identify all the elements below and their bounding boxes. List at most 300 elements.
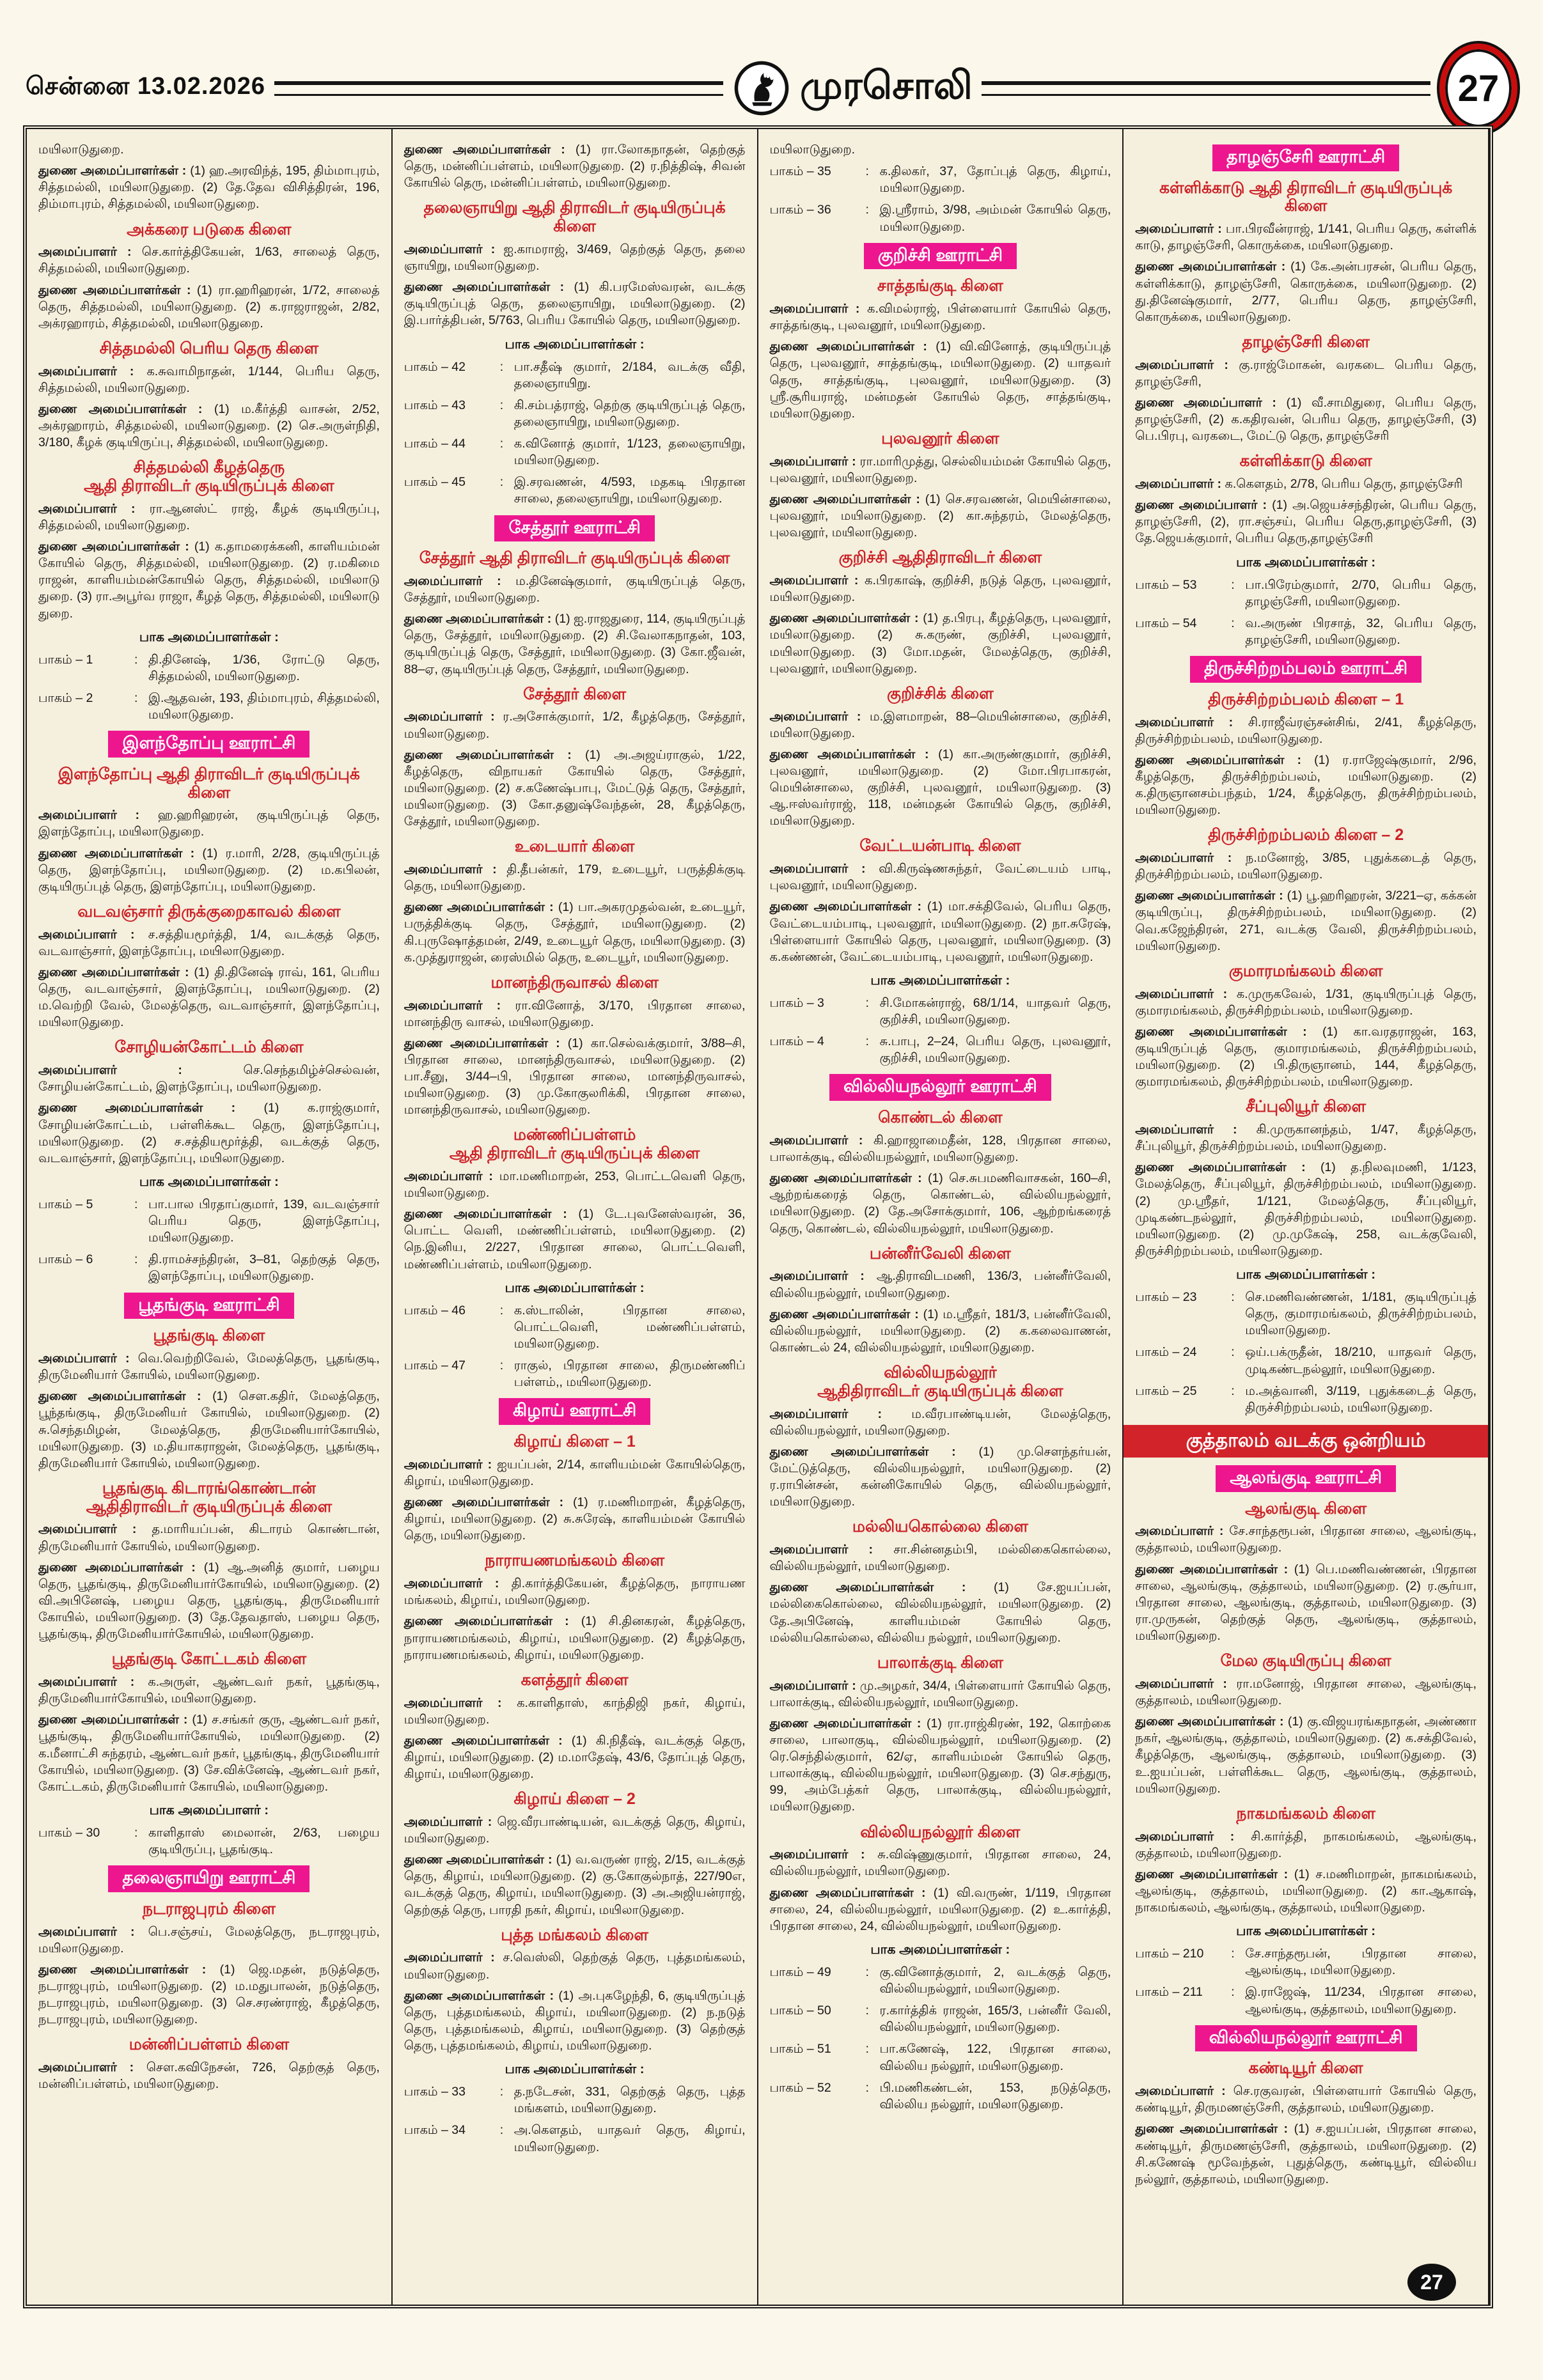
part-text: காளிதாஸ் மைலான், 2/63, பழைய குடியிருப்பு, பூதங்குடி. bbox=[148, 1825, 380, 1856]
branch-heading: வில்லியநல்லூர் ஆதிதிராவிடர் குடியிருப்புக் கிளை bbox=[817, 1364, 1063, 1400]
paragraph-label: துணை அமைப்பாளர்கள் : bbox=[403, 280, 574, 295]
organizer-paragraph: துணை அமைப்பாளர்கள் : (1) கா.செல்வக்குமார், 3/88–சி, பிரதான சாலை, மானந்திருவாசல், மயிலாடுதுறை. (2) பா.சீனு, 3/44–பி, பிரதான சாலை, மானந்திருவாசல், மயிலாடுதுறை. (3) மு.கோகுலரிக்கி, பிரதான சாலை, மானந்திருவாசல், மயிலாடுதுறை. bbox=[403, 1036, 746, 1117]
part-colon: : bbox=[1231, 1985, 1235, 2000]
part-colon: : bbox=[865, 203, 869, 217]
organizer-paragraph: அமைப்பாளர் : செ.கார்த்திகேயன், 1/63, சாலைத் தெரு, சித்தமல்லி, மயிலாடுதுறை. bbox=[38, 245, 380, 276]
part-colon: : bbox=[1231, 1947, 1235, 1961]
organizer-paragraph: துணை அமைப்பாளர்கள் : (1) அ.புகழேந்தி, 6, குடியிருப்புத் தெரு, புத்தமங்கலம், கிழாய், மயிலாடுதுறை. (2) ந.நடுத் தெரு, புத்தமங்கலம், கிழாய், மயிலாடுதுறை. (3) தெற்குத் தெரு, புத்தமங்கலம், கிழாய், மயிலாடுதுறை. bbox=[403, 1988, 746, 2053]
branch-heading: கள்ளிக்காடு ஆதி திராவிடர் குடியிருப்புக் கிளை bbox=[1159, 178, 1453, 215]
part-row bbox=[1135, 1945, 1476, 1979]
part-number: பாகம் – 33 bbox=[403, 2085, 466, 2099]
part-number: பாகம் – 46 bbox=[403, 1303, 466, 1318]
part-colon: : bbox=[865, 1034, 869, 1049]
part-colon: : bbox=[1231, 577, 1235, 592]
part-colon: : bbox=[1231, 1345, 1235, 1360]
part-row bbox=[38, 651, 380, 685]
branch-heading: வில்லியநல்லூர் கிளை bbox=[860, 1823, 1021, 1841]
part-text: கி.சம்பத்ராஜ், தெற்கு குடியிருப்புத் தெரு, தலைஞாயிறு, மயிலாடுதுறை. bbox=[513, 398, 746, 429]
part-text: பா.பால பிரதாப்குமார், 139, வடவஞ்சார் பெரிய தெரு, இளந்தோப்பு, மயிலாடுதுறை. bbox=[148, 1197, 380, 1245]
paragraph-label: அமைப்பாளர் : bbox=[1135, 715, 1248, 729]
paragraph-label: துணை அமைப்பாளர்கள் : bbox=[769, 747, 939, 761]
part-text: கு.வினோத்குமார், 2, வடக்குத் தெரு, வில்லியநல்லூர், மயிலாடுதுறை. bbox=[879, 1964, 1111, 1996]
masthead-title: முரசொலி bbox=[800, 64, 973, 107]
organizer-paragraph: அமைப்பாளர் : ஆ.திராவிடமணி, 136/3, பன்னீர்வேலி, வில்லியநல்லூர், மயிலாடுதுறை. bbox=[769, 1269, 1111, 1300]
organizer-paragraph: அமைப்பாளர் : த.மாரியப்பன், கிடாரம் கொண்டான், திருமேனியார் கோயில், மயிலாடுதுறை. bbox=[38, 1522, 380, 1553]
organizer-paragraph: அமைப்பாளர் : ஹ.ஹரிஹரன், குடியிருப்புத் தெரு, இளந்தோப்பு, மயிலாடுதுறை. bbox=[38, 808, 380, 839]
paragraph-label: துணை அமைப்பாளர்கள் : bbox=[38, 1101, 264, 1116]
organizer-paragraph: துணை அமைப்பாளர்கள் : (1) கே.அன்பரசன், பெரிய தெரு, கள்ளிக்காடு, தாழஞ்சேரி, கொருக்கை, மயிலாடுதுறை. (2) து.தினேஷ்குமார், 2/77, பெரிய தெரு, தாழஞ்சேரி, கொருக்கை, மயிலாடுதுறை. bbox=[1135, 260, 1476, 324]
panchayat-heading: ஆலங்குடி ஊராட்சி bbox=[1216, 1465, 1396, 1492]
part-text: ர.கார்த்திக் ராஜன், 165/3, பன்னீர் வேலி, வில்லியநல்லூர், மயிலாடுதுறை. bbox=[879, 2003, 1111, 2035]
part-text: இ.ராஜேஷ், 11/234, பிரதான சாலை, ஆலங்குடி, குத்தாலம், மயிலாடுதுறை. bbox=[1245, 1985, 1476, 2016]
organizer-paragraph: துணை அமைப்பாளர்கள் : (1) வி.வினோத், குடியிருப்புத் தெரு, புலவனூர், சாத்தங்குடி, மயிலாடுதுறை. (2) யாதவர் தெரு, சாத்தங்குடி, புலவனூர், மயிலாடுதுறை. (3) ஸ்ரீ.சூரியராஜ், மன்மதன் கோயில் தெரு, சாத்தங்குடி, மயிலாடுதுறை. bbox=[769, 339, 1111, 421]
organizer-paragraph: துணை அமைப்பாளர்கள் : (1) கி.நிதீஷ், வடக்குத் தெரு, கிழாய், மயிலாடுதுறை. (2) ம.மாதேஷ், 43/6, தோப்புத் தெரு, கிழாய், மயிலாடுதுறை. bbox=[403, 1733, 746, 1781]
paragraph-label: அமைப்பாளர் : bbox=[769, 1406, 912, 1421]
part-number: பாகம் – 6 bbox=[38, 1252, 93, 1267]
branch-heading: கிழாய் கிளை – 2 bbox=[513, 1790, 636, 1808]
organizer-paragraph: அமைப்பாளர் : சு.விஷ்ணுகுமார், பிரதான சாலை, 24, வில்லியநல்லூர், மயிலாடுதுறை. bbox=[769, 1847, 1111, 1879]
paragraph-label: அமைப்பாளர் : bbox=[38, 364, 147, 378]
organizer-paragraph: துணை அமைப்பாளர்கள் : (1) ம.ஸ்ரீதர், 181/3, பன்னீர்வேலி, வில்லியநல்லூர், மயிலாடுதுறை. (2) க.கலைவாணன், கொண்டல் 24, வில்லியநல்லூர், மயிலாடுதுறை. bbox=[769, 1307, 1111, 1355]
organizer-paragraph: துணை அமைப்பாளர்கள் : (1) அ.அஜய்ராகுல், 1/22, கீழத்தெரு, விநாயகர் கோயில் தெரு, சேத்தூர், மயிலாடுதுறை. (2) ச.கணேஷ்பாபு, மேட்டுத் தெரு, சேத்தூர், மயிலாடுதுறை. (3) கோ.தனுஷ்வேந்தன், 28, கீழத்தெரு, சேத்தூர், மயிலாடுதுறை. bbox=[403, 747, 746, 829]
organizer-paragraph: அமைப்பாளர் : க.காளிதாஸ், காந்திஜி நகர், கிழாய், மயிலாடுதுறை. bbox=[403, 1695, 746, 1727]
panchayat-heading: சேத்தூர் ஊராட்சி bbox=[494, 515, 654, 542]
paragraph-label: அமைப்பாளர் : bbox=[38, 501, 150, 516]
branch-heading: மன்னிப்பள்ளம் கிளை bbox=[129, 2035, 290, 2054]
part-organizers-heading: பாக அமைப்பாளர்கள் : bbox=[1236, 1267, 1376, 1282]
part-text: சி.மோகன்ராஜ், 68/1/14, யாதவர் தெரு, குறிச்சி, மயிலாடுதுறை. bbox=[879, 995, 1111, 1027]
part-colon: : bbox=[499, 398, 504, 412]
branch-heading: நடராஜபுரம் கிளை bbox=[142, 1899, 276, 1918]
paragraph-label: அமைப்பாளர் : bbox=[38, 2060, 146, 2075]
part-text: க.திலகர், 37, தோப்புத் தெரு, கிழாய், மயிலாடுதுறை. bbox=[879, 164, 1111, 196]
paragraph-label: அமைப்பாளர் : bbox=[769, 1269, 877, 1284]
organizer-paragraph: துணை அமைப்பாளர்கள் : (1) பெ.மணிவண்ணன், பிரதான சாலை, ஆலங்குடி, குத்தாலம், மயிலாடுதுறை. (2) ர.சூர்யா, பிரதான சாலை, ஆலங்குடி, குத்தாலம், மயிலாடுதுறை. (3) ரா.முருகன், தெற்குத் தெரு, ஆலங்குடி, குத்தாலம், மயிலாடுதுறை. bbox=[1135, 1562, 1476, 1644]
organizer-paragraph: துணை அமைப்பாளர்கள் : (1) ர.ராஜேஷ்குமார், 2/96, கீழத்தெரு, திருச்சிற்றம்பலம், மயிலாடுதுறை. (2) க.திருஞானசம்பந்தம், 1/24, கீழத்தெரு, திருச்சிற்றம்பலம், மயிலாடுதுறை. bbox=[1135, 752, 1476, 818]
continuation-text: மயிலாடுதுறை. bbox=[38, 143, 124, 157]
content-sheet bbox=[23, 125, 1493, 2308]
paragraph-label: துணை அமைப்பாளர்கள் : bbox=[769, 1580, 994, 1595]
organizer-paragraph: துணை அமைப்பாளர்கள் : (1) செ.சரவணன், மெயின்சாலை, புலவனூர், மயிலாடுதுறை. (2) கா.சுந்தரம், மேலத்தெரு, புலவனூர், மயிலாடுதுறை. bbox=[769, 492, 1111, 540]
organizer-paragraph: துணை அமைப்பாளர்கள் : (1) ச.ஐயப்பன், பிரதான சாலை, கண்டியூர், திருமணஞ்சேரி, குத்தாலம், மயிலாடுதுறை. (2) சி.கணேஷ் மூவேந்தன், புதுத்தெரு, கண்டியூர், வில்லிய நல்லூர், குத்தாலம், மயிலாடுதுறை. bbox=[1135, 2122, 1476, 2186]
part-number: பாகம் – 25 bbox=[1135, 1383, 1197, 1398]
part-organizers-heading: பாக அமைப்பாளர்கள் : bbox=[870, 972, 1010, 988]
organizer-paragraph: அமைப்பாளர் : ஜெ.வீரபாண்டியன், வடக்குத் தெரு, கிழாய், மயிலாடுதுறை. bbox=[403, 1814, 746, 1846]
masthead-rule-left bbox=[274, 81, 723, 96]
paragraph-label: துணை அமைப்பாளர்கள் : bbox=[769, 1885, 934, 1900]
organizer-paragraph: துணை அமைப்பாளர்கள் : (1) த.பிரபு, கீழத்தெரு, புலவனூர், மயிலாடுதுறை. (2) சு.கருண், குறிச்சி, புலவனூர், மயிலாடுதுறை. (3) மோ.மதன், மேலத்தெரு, குறிச்சி, புலவனூர், மயிலாடுதுறை. bbox=[769, 611, 1111, 676]
masthead-logo-group bbox=[732, 59, 973, 118]
panchayat-band-wrap bbox=[1135, 656, 1476, 683]
organizer-paragraph: துணை அமைப்பாளர்கள் : (1) கு.விஜயரங்கநாதன், அண்ணா நகர், ஆலங்குடி, குத்தாலம், மயிலாடுதுறை. (2) க.சக்திவேல், கீழத்தெரு, ஆலங்குடி, குத்தாலம், மயிலாடுதுறை. (3) உ.ஐயப்பன், பள்ளிக்கூட தெரு, ஆலங்குடி, குத்தாலம், மயிலாடுதுறை. bbox=[1135, 1715, 1476, 1796]
panchayat-band-wrap bbox=[770, 1074, 1111, 1101]
paragraph-label: துணை அமைப்பாளர்கள் : bbox=[1135, 889, 1287, 903]
part-colon: : bbox=[865, 2080, 869, 2095]
part-text: இ.ஆதவன், 193, திம்மாபுரம், சித்தமல்லி, மயிலாடுதுறை. bbox=[148, 690, 380, 722]
part-number: பாகம் – 30 bbox=[38, 1825, 100, 1840]
part-text: க.வினோத் குமார், 1/123, தலைஞாயிறு, மயிலாடுதுறை. bbox=[513, 437, 746, 468]
part-number: பாகம் – 1 bbox=[38, 652, 93, 667]
branch-heading: குறிச்சி ஆதிதிராவிடர் கிளை bbox=[838, 548, 1042, 567]
organizer-paragraph: துணை அமைப்பாளர்கள் : (1) த.நிலவுமணி, 1/123, மேலத்தெரு, சீப்புலியூர், திருச்சிற்றம்பலம், மயிலாடுதுறை. (2) மு.ஸ்ரீதர், 1/121, மேலத்தெரு, சீப்புலியூர், முடிகண்டநல்லூர், திருச்சிற்றம்பலம், மயிலாடுதுறை. மயிலாடுதுறை. (2) மு.முகேஷ், 258, வடக்குவேலி, திருச்சிற்றம்பலம், மயிலாடுதுறை. bbox=[1135, 1160, 1476, 1258]
part-row bbox=[404, 435, 746, 469]
organizer-paragraph: அமைப்பாளர் : க.விமல்ராஜ், பிள்ளையார் கோயில் தெரு, சாத்தங்குடி, புலவனூர், மயிலாடுதுறை. bbox=[769, 302, 1111, 333]
part-row bbox=[404, 1357, 746, 1390]
part-text: இ.சரவணன், 4/593, மதகடி பிரதான சாலை, தலைஞாயிறு, மயிலாடுதுறை. bbox=[513, 475, 746, 506]
part-row bbox=[770, 1033, 1111, 1066]
organizer-paragraph: அமைப்பாளர் : ந.மனோஜ், 3/85, புதுக்கடைத் தெரு, திருச்சிற்றம்பலம், மயிலாடுதுறை. bbox=[1135, 851, 1476, 882]
paragraph-label: துணை அமைப்பாளர்கள் : bbox=[1135, 2122, 1294, 2136]
part-colon: : bbox=[499, 1358, 504, 1373]
part-number: பாகம் – 36 bbox=[769, 203, 831, 217]
organizer-paragraph: துணை அமைப்பாளர்கள் : (1) கா.அருண்குமார், குறிச்சி, புலவனூர், மயிலாடுதுறை. (2) மோ.பிரபாகரன், மெயின்சாலை, குறிச்சி, புலவனூர், மயிலாடுதுறை. (3) ஆ.ஈஸ்வர்ராஜ், 118, மன்மதன் கோயில் தெரு, குறிச்சி, மயிலாடுதுறை. bbox=[769, 747, 1111, 828]
part-number: பாகம் – 24 bbox=[1135, 1345, 1197, 1360]
paragraph-label: துணை அமைப்பாளர்கள் : bbox=[403, 1495, 573, 1509]
organizer-paragraph: துணை அமைப்பாளர்கள் : (1) ஐ.ராஜதுரை, 114, குடியிருப்புத் தெரு, சேத்தூர், மயிலாடுதுறை. (2) சி.வேலாகநாதன், 103, குடியிருப்புத் தெரு, சேத்தூர், மயிலாடுதுறை. (3) கோ.ஜீவன், 88–ஏ, குடியிருப்புத் தெரு, சேத்தூர், மயிலாடுதுறை. bbox=[403, 612, 746, 676]
page-number-badge bbox=[1439, 43, 1517, 133]
paragraph-label: துணை அமைப்பாளர்கள் : bbox=[38, 1560, 204, 1575]
paragraph-label: அமைப்பாளர் : bbox=[769, 1678, 860, 1693]
part-colon: : bbox=[499, 359, 504, 374]
branch-heading: வடவஞ்சார் திருக்குறைகாவல் கிளை bbox=[77, 902, 341, 921]
part-organizers-heading: பாக அமைப்பாளர்கள் : bbox=[1236, 1924, 1376, 1939]
branch-heading: புலவனூர் கிளை bbox=[881, 429, 999, 447]
paragraph-label: துணை அமைப்பாளர்கள் : bbox=[1135, 1562, 1294, 1576]
masthead-rule-right bbox=[982, 81, 1430, 96]
branch-heading: இளந்தோப்பு ஆதி திராவிடர் குடியிருப்புக் கிளை bbox=[58, 765, 360, 802]
union-banner: குத்தாலம் வடக்கு ஒன்றியம் bbox=[1124, 1425, 1488, 1458]
column-3 bbox=[758, 129, 1124, 2305]
organizer-paragraph: அமைப்பாளர் : ம.இளமாறன், 88–மெயின்சாலை, குறிச்சி, மயிலாடுதுறை. bbox=[769, 709, 1111, 740]
paragraph-label: அமைப்பாளர் : bbox=[769, 1543, 894, 1557]
panchayat-band-wrap bbox=[38, 1293, 380, 1319]
paragraph-label: துணை அமைப்பாளர்கள் : bbox=[403, 143, 576, 157]
paragraph-label: துணை அமைப்பாளர்கள் : bbox=[38, 1389, 213, 1404]
paragraph-label: அமைப்பாளர் : bbox=[769, 1847, 878, 1862]
panchayat-band-wrap bbox=[1135, 144, 1476, 171]
paragraph-label: துணை அமைப்பாளர்கள் : bbox=[769, 492, 925, 506]
paragraph-label: துணை அமைப்பாளர்கள் : bbox=[1135, 1160, 1320, 1175]
organizer-paragraph: அமைப்பாளர் : வி.கிருஷ்ணசுந்தர், வேட்டையம் பாடி, புலவனூர், மயிலாடுதுறை. bbox=[769, 862, 1111, 893]
organizer-paragraph: துணை அமைப்பாளர்கள் : (1) ஆ.அனித் குமார், பழைய தெரு, பூதங்குடி, திருமேனியார்கோயில், மயிலாடுதுறை. (2) வி.அபினேஷ், பழைய தெரு, பூதங்குடி, திருமேனியார் கோயில், மயிலாடுதுறை. (3) தே.தேவதாஸ், பழைய தெரு, பூதங்குடி, திருமேனியார்கோயில், மயிலாடுதுறை. bbox=[38, 1560, 380, 1642]
part-number: பாகம் – 43 bbox=[403, 398, 466, 412]
organizer-paragraph: அமைப்பாளர் : ரா.ஆனஸ்ட் ராஜ், கீழக் குடியிருப்பு, சித்தமல்லி, மயிலாடுதுறை. bbox=[38, 501, 380, 533]
part-organizers-heading: பாக அமைப்பாளர்கள் : bbox=[139, 1174, 279, 1189]
organizer-paragraph: அமைப்பாளர் : சி.கார்த்தி, நாகமங்கலம், ஆலங்குடி, குத்தாலம், மயிலாடுதுறை. bbox=[1135, 1829, 1476, 1860]
organizer-paragraph: துணை அமைப்பாளர்கள் : (1) வி.வருண், 1/119, பிரதான சாலை, 24, வில்லியநல்லூர், மயிலாடுதுறை. (2) உ.கார்த்தி, பிரதான சாலை, 24, வில்லியநல்லூர், மயிலாடுதுறை. bbox=[769, 1885, 1111, 1933]
part-colon: : bbox=[134, 1252, 138, 1267]
footer-page-number: 27 bbox=[1420, 2270, 1443, 2294]
branch-heading: திருச்சிற்றம்பலம் கிளை – 1 bbox=[1208, 690, 1404, 708]
paragraph-label: அமைப்பாளர் : bbox=[769, 709, 870, 724]
part-colon: : bbox=[499, 475, 504, 490]
paragraph-label: அமைப்பாளர் : bbox=[1135, 986, 1237, 1001]
paragraph-label: அமைப்பாளர் : bbox=[769, 454, 860, 469]
branch-heading: சோழியன்கோட்டம் கிளை bbox=[114, 1038, 304, 1057]
paragraph-label: அமைப்பாளர் : bbox=[403, 862, 507, 877]
branch-heading: பன்னீர்வேலி கிளை bbox=[869, 1244, 1011, 1263]
part-row bbox=[770, 1964, 1111, 1997]
paragraph-label: துணை அமைப்பாளர்கள் : bbox=[403, 900, 558, 915]
part-row bbox=[1135, 577, 1476, 610]
part-text: பா.கணேஷ், 122, பிரதான சாலை, வில்லிய நல்லூர், மயிலாடுதுறை. bbox=[879, 2042, 1111, 2073]
panchayat-band-wrap bbox=[38, 1865, 380, 1892]
branch-heading: கண்டியூர் கிளை bbox=[1248, 2059, 1363, 2078]
part-row bbox=[770, 2080, 1111, 2113]
paragraph-label: அமைப்பாளர் : bbox=[1135, 357, 1239, 372]
part-colon: : bbox=[499, 2123, 504, 2138]
organizer-paragraph: துணை அமைப்பாளர்கள் : (1) கா.வரதராஜன், 163, குடியிருப்புத் தெரு, குமாரமங்கலம், திருச்சிற்றம்பலம், மயிலாடுதுறை. (2) பி.திருஞானம், 144, கீழத்தெரு, குமாரமங்கலம், திருச்சிற்றம்பலம், மயிலாடுதுறை. bbox=[1135, 1024, 1476, 1089]
paragraph-label: அமைப்பாளர் : bbox=[403, 1576, 512, 1591]
part-text: வ.அருண் பிரசாத், 32, பெரிய தெரு, தாழஞ்சேரி, மயிலாடுதுறை. bbox=[1245, 616, 1476, 647]
paragraph-label: அமைப்பாளர் : bbox=[403, 710, 503, 724]
organizer-paragraph: அமைப்பாளர் : தி.தீபன்கர், 179, உடையூர், பருத்திக்குடி தெரு, மயிலாடுதுறை. bbox=[403, 862, 746, 894]
branch-heading: அக்கரை படுகை கிளை bbox=[127, 220, 292, 238]
organizer-paragraph: அமைப்பாளர் : கு.ராஜ்மோகன், வரகடை பெரிய தெரு, தாழஞ்சேரி, bbox=[1135, 357, 1476, 389]
organizer-paragraph: துணை அமைப்பாளர்கள் : (1) செ.சுபமணிவாசகன், 160–சி, ஆற்றங்கரைத் தெரு, கொண்டல், வில்லியநல்லூர், மயிலாடுதுறை. (2) தே.அசோக்குமார், 106, ஆற்றங்கரைத் தெரு, கொண்டல், வில்லியநல்லூர், மயிலாடுதுறை. bbox=[769, 1171, 1111, 1236]
part-row bbox=[404, 359, 746, 392]
paragraph-label: துணை அமைப்பாளர்கள் : bbox=[403, 1853, 556, 1867]
panchayat-heading: தலைஞாயிறு ஊராட்சி bbox=[108, 1865, 309, 1892]
part-row bbox=[770, 995, 1111, 1028]
part-text: இ.ஸ்ரீராம், 3/98, அம்மன் கோயில் தெரு, மயிலாடுதுறை. bbox=[879, 203, 1111, 234]
organizer-paragraph: அமைப்பாளர் : செ.ரகுவரன், பிள்ளையார் கோயில் தெரு, கண்டியூர், திருமணஞ்சேரி, குத்தாலம், மயிலாடுதுறை. bbox=[1135, 2084, 1476, 2115]
organizer-paragraph: அமைப்பாளர் : கி.ஹாஜாமைதீன், 128, பிரதான சாலை, பாலாக்குடி, வில்லியநல்லூர், மயிலாடுதுறை. bbox=[769, 1133, 1111, 1164]
branch-heading: மல்லியகொல்லை கிளை bbox=[852, 1518, 1028, 1536]
paragraph-label: அமைப்பாளர் : bbox=[1135, 2084, 1234, 2099]
part-text: செ.மணிவண்ணன், 1/181, குடியிருப்புத் தெரு, குமாரமங்கலம், திருச்சிற்றம்பலம், மயிலாடுதுறை. bbox=[1245, 1290, 1476, 1338]
branch-heading: புத்த மங்கலம் கிளை bbox=[501, 1925, 648, 1944]
panchayat-heading: பூதங்குடி ஊராட்சி bbox=[124, 1293, 294, 1319]
paragraph-label: அமைப்பாளர் : bbox=[1135, 1524, 1230, 1539]
paragraph-label: அமைப்பாளர் : bbox=[403, 1814, 497, 1829]
part-row bbox=[770, 2002, 1111, 2035]
part-colon: : bbox=[499, 2085, 504, 2099]
organizer-paragraph: அமைப்பாளர் : ரா.மாரிமுத்து, செல்லியம்மன் கோயில் தெரு, புலவனூர், மயிலாடுதுறை. bbox=[769, 454, 1111, 485]
paragraph-label: துணை அமைப்பாளர்கள் : bbox=[769, 1171, 928, 1186]
part-text: ராகுல், பிரதான சாலை, திருமண்ணிப் பள்ளம்,, மயிலாடுதுறை. bbox=[513, 1358, 746, 1390]
part-colon: : bbox=[865, 995, 869, 1010]
panchayat-band-wrap bbox=[404, 515, 746, 542]
organizer-paragraph: அமைப்பாளர் : ச.சத்தியமூர்த்தி, 1/4, வடக்குத் தெரு, வடவாஞ்சார், இளந்தோப்பு, மயிலாடுதுறை. bbox=[38, 927, 380, 958]
part-text: தி.ராமச்சந்திரன், 3–81, தெற்குத் தெரு, இளந்தோப்பு, மயிலாடுதுறை. bbox=[148, 1252, 380, 1284]
branch-heading: சேத்தூர் ஆதி திராவிடர் குடியிருப்புக் கிளை bbox=[419, 549, 730, 568]
part-text: ஒய்.பக்ருதீன், 18/210, யாதவர் தெரு, முடிகண்டநல்லூர், மயிலாடுதுறை. bbox=[1245, 1345, 1476, 1376]
paragraph-label: துணை அமைப்பாளர்கள் : bbox=[38, 283, 197, 297]
organizer-paragraph: துணை அமைப்பாளர்கள் : (1) சி.தினகரன், கீழத்தெரு, நாராயணமங்கலம், கிழாய், மயிலாடுதுறை. (2) கீழத்தெரு, நாராயணமங்கலம், கிழாய், மயிலாடுதுறை. bbox=[403, 1614, 746, 1662]
part-number: பாகம் – 44 bbox=[403, 437, 466, 451]
organizer-paragraph: துணை அமைப்பாளர்கள் : (1) ஹ.அரவிந்த், 195, திம்மாபுரம், சித்தமல்லி, மயிலாடுதுறை. (2) தே.தேவ விசித்திரன், 196, திம்மாபுரம், சித்தமல்லி, மயிலாடுதுறை. bbox=[38, 164, 380, 212]
rooster-logo-icon bbox=[732, 59, 791, 118]
paragraph-label: துணை அமைப்பாளர்கள் : bbox=[403, 1733, 572, 1748]
branch-heading: கொண்டல் கிளை bbox=[878, 1108, 1003, 1127]
organizer-paragraph: அமைப்பாளர் : செ.செந்தமிழ்ச்செல்வன், சோழியன்கோட்டம், இளந்தோப்பு, மயிலாடுதுறை. bbox=[38, 1063, 380, 1094]
organizer-paragraph: அமைப்பாளர் : கி.முருகானந்தம், 1/47, கீழத்தெரு, சீப்புலியூர், திருச்சிற்றம்பலம், மயிலாடுதுறை. bbox=[1135, 1123, 1476, 1154]
paragraph-label: அமைப்பாளர் : bbox=[769, 862, 879, 876]
branch-heading: சாத்தங்குடி கிளை bbox=[877, 277, 1003, 295]
part-colon: : bbox=[865, 2003, 869, 2018]
paragraph-label: அமைப்பாளர் : bbox=[403, 1169, 499, 1183]
part-colon: : bbox=[865, 2042, 869, 2057]
page-number: 27 bbox=[1457, 67, 1500, 109]
part-organizers-heading: பாக அமைப்பாளர்கள் : bbox=[139, 629, 279, 644]
organizer-paragraph: துணை அமைப்பாளர்கள் : (1) செள.கதிர், மேலத்தெரு, பூந்தங்குடி, திருமேனியர் கோயில், மயிலாடுதுறை. (2) சு.செந்தமிழன், மேலத்தெரு, திருமேனியார்கோயில், மயிலாடுதுறை. (3) ம.தியாகராஜன், மேலத்தெரு, பூதங்குடி, திருமேனியார் கோயில், மயிலாடுதுறை. bbox=[38, 1389, 380, 1470]
paragraph-label: அமைப்பாளர் : bbox=[38, 1924, 148, 1939]
part-row bbox=[38, 1196, 380, 1246]
panchayat-heading: கிழாய் ஊராட்சி bbox=[499, 1398, 650, 1425]
paragraph-label: துணை அமைப்பாளர்கள் : bbox=[38, 846, 203, 860]
part-colon: : bbox=[134, 1825, 138, 1840]
organizer-paragraph: அமைப்பாளர் : ஐயப்பன், 2/14, காளியம்மன் கோயில்தெரு, கிழாய், மயிலாடுதுறை. bbox=[403, 1457, 746, 1488]
panchayat-band-wrap bbox=[1135, 1465, 1476, 1492]
paragraph-label: அமைப்பாளர் : bbox=[403, 1457, 497, 1472]
part-colon: : bbox=[134, 652, 138, 667]
part-colon: : bbox=[865, 164, 869, 179]
paragraph-label: அமைப்பாளர் : bbox=[1135, 477, 1225, 492]
branch-heading: கிழாய் கிளை – 1 bbox=[513, 1433, 636, 1451]
paragraph-label: அமைப்பாளர் : bbox=[1135, 222, 1226, 237]
part-text: அ.கௌதம், யாதவர் தெரு, கிழாய், மயிலாடுதுறை. bbox=[513, 2123, 746, 2154]
branch-heading: வேட்டயன்பாடி கிளை bbox=[859, 837, 1021, 855]
part-number: பாகம் – 53 bbox=[1135, 577, 1197, 592]
organizer-paragraph: அமைப்பாளர் : க.கௌதம், 2/78, பெரிய தெரு, தாழஞ்சேரி bbox=[1135, 477, 1463, 492]
part-number: பாகம் – 51 bbox=[769, 2042, 831, 2057]
part-colon: : bbox=[499, 437, 504, 451]
footer-page-badge bbox=[1407, 2264, 1456, 2301]
organizer-paragraph: துணை அமைப்பாளர்கள் : (1) ச.சங்கர் குரு, ஆண்டவர் நகர், பூதங்குடி, திருமேனியார்கோயில், மயிலாடுதுறை. (2) க.மீனாட்சி சுந்தரம், ஆண்டவர் நகர், பூதங்குடி, திருமேனியார் கோயில், மயிலாடுதுறை. (3) சே.விக்னேஷ், ஆண்டவர் நகர், கோட்டகம், திருமேனியார் கோயில், மயிலாடுதுறை. bbox=[38, 1713, 380, 1794]
organizer-paragraph: துணை அமைப்பாளர்கள் : (1) மு.சௌந்தர்யன், மேட்டுத்தெரு, வில்லியநல்லூர், மயிலாடுதுறை. (2) ர.ராபின்சன், கன்னிகோயில் தெரு, வில்லியநல்லூர், மயிலாடுதுறை. bbox=[769, 1444, 1111, 1509]
branch-heading: குறிச்சிக் கிளை bbox=[887, 684, 994, 703]
part-text: சே.சாந்தரூபன், பிரதான சாலை, ஆலங்குடி, மயிலாடுதுறை. bbox=[1245, 1947, 1476, 1978]
paragraph-label: துணை அமைப்பாளர்கள் : bbox=[38, 1713, 192, 1727]
part-text: க.ஸ்டாலின், பிரதான சாலை, பொட்டவெளி, மண்ணிப்பள்ளம், மயிலாடுதுறை. bbox=[513, 1303, 746, 1351]
part-number: பாகம் – 211 bbox=[1135, 1985, 1203, 2000]
organizer-paragraph: துணை அமைப்பாளர்கள் : (1) ரா.ராஜ்கிரண், 192, கொற்கை சாலை, பாலாகுடி, வில்லியநல்லூர், மயிலாடுதுறை. (2) ரெ.செந்தில்குமார், 62/ஏ, காளியம்மன் கோயில் தெரு, பாலாக்குடி, வில்லியநல்லூர், மயிலாடுதுறை. (3) செ.சந்துரு, 99, அம்பேத்கர் தெரு, பாலாக்குடி, வில்லியநல்லூர், மயிலாடுதுறை. bbox=[769, 1716, 1111, 1814]
branch-heading: பூதங்குடி கிடாரங்கொண்டான் ஆதிதிராவிடர் குடியிருப்புக் கிளை bbox=[86, 1479, 333, 1516]
organizer-paragraph: துணை அமைப்பாளர் : (1) அ.ஜெயச்சந்திரன், பெரிய தெரு, தாழஞ்சேரி, (2), ரா.சஞ்சய், பெரிய தெரு,தாழஞ்சேரி, (3) தே.ஜெயக்குமார், பெரிய தெரு,தாழஞ்சேரி bbox=[1135, 498, 1476, 546]
organizer-paragraph: அமைப்பாளர் : க.பிரகாஷ், குறிச்சி, நடுத் தெரு, புலவனூர், மயிலாடுதுறை. bbox=[769, 573, 1111, 605]
paragraph-label: துணை அமைப்பாளர்கள் : bbox=[769, 899, 927, 914]
organizer-paragraph: அமைப்பாளர் : ம.தினேஷ்குமார், குடியிருப்புத் தெரு, சேத்தூர், மயிலாடுதுறை. bbox=[403, 573, 746, 605]
organizer-paragraph: துணை அமைப்பாளர்கள் : (1) வ.வருண் ராஜ், 2/15, வடக்குத் தெரு, கிழாய், மயிலாடுதுறை. (2) கு.கோகுல்நாத், 227/90எ, வடக்குத் தெரு, கிழாய், மயிலாடுதுறை. (3) அ.அஜியன்ராஜ், தெற்குத் தெரு, பாரதி நகர், கிழாய், மயிலாடுதுறை. bbox=[403, 1853, 746, 1917]
organizer-paragraph: அமைப்பாளர் : ம.வீரபாண்டியன், மேலத்தெரு, வில்லியநல்லூர், மயிலாடுதுறை. bbox=[769, 1406, 1111, 1438]
part-colon: : bbox=[134, 690, 138, 705]
paragraph-label: அமைப்பாளர் : bbox=[1135, 1676, 1237, 1691]
paragraph-label: துணை அமைப்பாளர்கள் : bbox=[38, 965, 194, 979]
panchayat-band-wrap bbox=[770, 243, 1111, 270]
organizer-paragraph: துணை அமைப்பாளர்கள் : (1) ர.மாரி, 2/28, குடியிருப்புத் தெரு, இளந்தோப்பு, மயிலாடுதுறை. (2) ம.கபிலன், குடியிருப்புத் தெரு, இளந்தோப்பு, மயிலாடுதுறை. bbox=[38, 846, 380, 894]
part-number: பாகம் – 35 bbox=[769, 164, 831, 179]
part-number: பாகம் – 23 bbox=[1135, 1290, 1197, 1304]
paragraph-label: அமைப்பாளர் : bbox=[769, 302, 867, 316]
branch-heading: சித்தமல்லி கீழத்தெரு ஆதி திராவிடர் குடியிருப்புக் கிளை bbox=[84, 458, 334, 495]
organizer-paragraph: அமைப்பாளர் : ச.வெஸ்லி, தெற்குத் தெரு, புத்தமங்கலம், மயிலாடுதுறை. bbox=[403, 1950, 746, 1982]
organizer-paragraph: துணை அமைப்பாளர் : (1) வீ.சாமிதுரை, பெரிய தெரு, தாழஞ்சேரி, (2) க.கதிரவன், பெரிய தெரு, தாழஞ்சேரி, (3) பெ.பிரபு, வரகடை, மேட்டு தெரு, தாழஞ்சேரி bbox=[1135, 395, 1476, 444]
branch-heading: சித்தமல்லி பெரிய தெரு கிளை bbox=[99, 339, 319, 357]
paragraph-label: துணை அமைப்பாளர்கள் : bbox=[38, 540, 194, 554]
organizer-paragraph: துணை அமைப்பாளர்கள் : (1) பூ.ஹரிஹரன், 3/221–ஏ, கக்கன் குடியிருப்பு, திருச்சிற்றம்பலம், மயிலாடுதுறை. (2) வெ.கஜேந்திரன், 271, வடக்கு வேலி, திருச்சிற்றம்பலம், மயிலாடுதுறை. bbox=[1135, 889, 1476, 953]
panchayat-band-wrap bbox=[404, 1398, 746, 1425]
dateline: சென்னை 13.02.2026 bbox=[26, 73, 266, 100]
organizer-paragraph: துணை அமைப்பாளர்கள் : (1) மா.சக்திவேல், பெரிய தெரு, வேட்டையம்பாடி, புலவனூர், மயிலாடுதுறை. (2) நா.சுரேஷ், பிள்ளையார் கோயில் தெரு, புலவனூர், மயிலாடுதுறை. (3) க.கண்ணன், வேட்டையம்பாடி, புலவனூர், மயிலாடுதுறை. bbox=[769, 899, 1111, 964]
branch-heading: ஆலங்குடி கிளை bbox=[1245, 1499, 1367, 1518]
paragraph-label: துணை அமைப்பாளர்கள் : bbox=[1135, 1715, 1288, 1729]
paragraph-label: அமைப்பாளர் : bbox=[38, 1063, 244, 1078]
part-number: பாகம் – 49 bbox=[769, 1964, 831, 1979]
paragraph-label: அமைப்பாளர் : bbox=[38, 1522, 152, 1537]
part-text: பா.சதீஷ் குமார், 2/184, வடக்கு வீதி, தலைஞாயிறு. bbox=[513, 359, 746, 391]
part-colon: : bbox=[1231, 616, 1235, 630]
paragraph-label: துணை அமைப்பாளர்கள் : bbox=[769, 1307, 923, 1321]
paragraph-label: அமைப்பாளர் : bbox=[403, 1695, 517, 1710]
paragraph-label: அமைப்பாளர் : bbox=[38, 1351, 138, 1365]
organizer-paragraph: துணை அமைப்பாளர்கள் : (1) ரா.லோகநாதன், தெற்குத் தெரு, மன்னிப்பள்ளம், மயிலாடுதுறை. (2) ர.நித்திஷ், சிவன் கோயில் தெரு, மன்னிப்பள்ளம், மயிலாடுதுறை. bbox=[403, 143, 746, 191]
part-number: பாகம் – 45 bbox=[403, 475, 466, 490]
paragraph-label: அமைப்பாளர் : bbox=[38, 245, 142, 260]
part-row bbox=[1135, 1984, 1476, 2017]
part-colon: : bbox=[499, 1303, 504, 1318]
organizer-paragraph: அமைப்பாளர் : க.சுவாமிநாதன், 1/144, பெரிய தெரு, சித்தமல்லி, மயிலாடுதுறை. bbox=[38, 364, 380, 395]
branch-heading: பூதங்குடி கோட்டகம் கிளை bbox=[111, 1650, 307, 1668]
organizer-paragraph: துணை அமைப்பாளர்கள் : (1) ச.மணிமாறன், நாகமங்கலம், ஆலங்குடி, குத்தாலம், மயிலாடுதுறை. (2) கா.ஆகாஷ், நாகமங்கலம், ஆலங்குடி, குத்தாலம், மயிலாடுதுறை. bbox=[1135, 1867, 1476, 1915]
organizer-paragraph: அமைப்பாளர் : ரா.மனோஜ், பிரதான சாலை, ஆலங்குடி, குத்தாலம், மயிலாடுதுறை. bbox=[1135, 1676, 1476, 1708]
part-row bbox=[770, 201, 1111, 235]
panchayat-heading: திருச்சிற்றம்பலம் ஊராட்சி bbox=[1190, 656, 1422, 683]
part-row bbox=[404, 2083, 746, 2117]
organizer-paragraph: துணை அமைப்பாளர்கள் : (1) சே.ஐயப்பன், மல்லிகைகொல்லை, வில்லியநல்லூர், மயிலாடுதுறை. (2) தே.அபினேஷ், காளியம்மன் கோயில் தெரு, மல்லியகொல்லை, வில்லிய நல்லூர், மயிலாடுதுறை. bbox=[769, 1580, 1111, 1645]
part-number: பாகம் – 42 bbox=[403, 359, 466, 374]
branch-heading: சீப்புலியூர் கிளை bbox=[1246, 1098, 1367, 1116]
column-2 bbox=[393, 129, 758, 2305]
part-row bbox=[38, 1251, 380, 1284]
organizer-paragraph: அமைப்பாளர் : சா.சின்னதம்பி, மல்லிகைகொல்லை, வில்லியநல்லூர், மயிலாடுதுறை. bbox=[769, 1543, 1111, 1574]
organizer-paragraph: அமைப்பாளர் : ர.அசோக்குமார், 1/2, கீழத்தெரு, சேத்தூர், மயிலாடுதுறை. bbox=[403, 710, 746, 741]
paragraph-label: அமைப்பாளர் : bbox=[769, 1133, 873, 1147]
organizer-paragraph: துணை அமைப்பாளர்கள் : (1) கி.பரமேஸ்வரன், வடக்கு குடியிருப்புத் தெரு, தலைஞாயிறு, மயிலாடுதுறை. (2) இ.பார்த்திபன், 5/763, பெரிய கோயில் தெரு, மயிலாடுதுறை. bbox=[403, 280, 746, 328]
branch-heading: குமாரமங்கலம் கிளை bbox=[1228, 961, 1383, 980]
organizer-paragraph: அமைப்பாளர் : செள.கவிநேசன், 726, தெற்குத் தெரு, மன்னிப்பள்ளம், மயிலாடுதுறை. bbox=[38, 2060, 380, 2092]
branch-heading: களத்தூர் கிளை bbox=[521, 1670, 629, 1689]
branch-heading: கள்ளிக்காடு கிளை bbox=[1239, 452, 1372, 471]
part-organizers-heading: பாக அமைப்பாளர் : bbox=[149, 1802, 269, 1817]
part-row bbox=[1135, 1289, 1476, 1339]
organizer-paragraph: துணை அமைப்பாளர்கள் : (1) பா.அகரமுதல்வன், உடையூர், பருத்திக்குடி தெரு, சேத்தூர், மயிலாடுதுறை. (2) கி.புருஷோத்தமன், 2/49, உடையூர் தெரு, மயிலாடுதுறை. (3) க.முத்துராஜன், ரைஸ்மில் தெரு, உடையூர், மயிலாடுதுறை. bbox=[403, 900, 746, 965]
organizer-paragraph: அமைப்பாளர் : தி.கார்த்திகேயன், கீழத்தெரு, நாராயண மங்கலம், கிழாய், மயிலாடுதுறை. bbox=[403, 1576, 746, 1608]
organizer-paragraph: அமைப்பாளர் : மு.அழகர், 34/4, பிள்ளையார் கோயில் தெரு, பாலாக்குடி, வில்லியநல்லூர், மயிலாடுதுறை. bbox=[769, 1678, 1111, 1709]
paragraph-label: அமைப்பாளர் : bbox=[403, 242, 504, 256]
paragraph-label: துணை அமைப்பாளர் : bbox=[1135, 395, 1287, 410]
paragraph-label: துணை அமைப்பாளர்கள் : bbox=[38, 1962, 220, 1977]
panchayat-heading: குறிச்சி ஊராட்சி bbox=[864, 243, 1017, 270]
paragraph-label: துணை அமைப்பாளர்கள் : bbox=[38, 401, 214, 416]
column-4 bbox=[1124, 129, 1489, 2305]
part-number: பாகம் – 4 bbox=[769, 1034, 824, 1049]
paragraph-label: அமைப்பாளர் : bbox=[1135, 1123, 1257, 1137]
branch-heading: பூதங்குடி கிளை bbox=[153, 1326, 265, 1345]
paragraph-label: துணை அமைப்பாளர்கள் : bbox=[1135, 752, 1315, 767]
paragraph-label: அமைப்பாளர் : bbox=[38, 927, 148, 942]
branch-heading: மானந்திருவாசல் கிளை bbox=[490, 973, 659, 992]
branch-heading: பாலாக்குடி கிளை bbox=[877, 1653, 1003, 1672]
organizer-paragraph: அமைப்பாளர் : க.முருகவேல், 1/31, குடியிருப்புத் தெரு, குமாரமங்கலம், திருச்சிற்றம்பலம், மயிலாடுதுறை. bbox=[1135, 986, 1477, 1018]
part-text: த.நடேசன், 331, தெற்குத் தெரு, புத்த மங்களம், மயிலாடுதுறை. bbox=[513, 2085, 746, 2116]
panchayat-band-wrap bbox=[1135, 2025, 1476, 2052]
organizer-paragraph: அமைப்பாளர் : பெ.சஞ்சய், மேலத்தெரு, நடராஜபுரம், மயிலாடுதுறை. bbox=[38, 1924, 380, 1956]
part-text: சு.பாபு, 2–24, பெரிய தெரு, புலவனூர், குறிச்சி, மயிலாடுதுறை. bbox=[879, 1034, 1111, 1066]
branch-heading: மண்ணிப்பள்ளம் ஆதி திராவிடர் குடியிருப்புக் கிளை bbox=[449, 1126, 700, 1163]
organizer-paragraph: துணை அமைப்பாளர்கள் : (1) க.தாமரைக்கனி, காளியம்மன் கோயில் தெரு, சித்தமல்லி, மயிலாடுதுறை. (2) ர.மகிமை ராஜன், காளியம்மன்கோயில் தெரு, சித்தமல்லி, மயிலாடு துறை. (3) ரா.அபூர்வ ராஜா, கீழத் தெரு, சித்தமல்லி, மயிலாடு துறை. bbox=[38, 540, 380, 621]
part-organizers-heading: பாக அமைப்பாளர்கள் : bbox=[870, 1941, 1010, 1957]
